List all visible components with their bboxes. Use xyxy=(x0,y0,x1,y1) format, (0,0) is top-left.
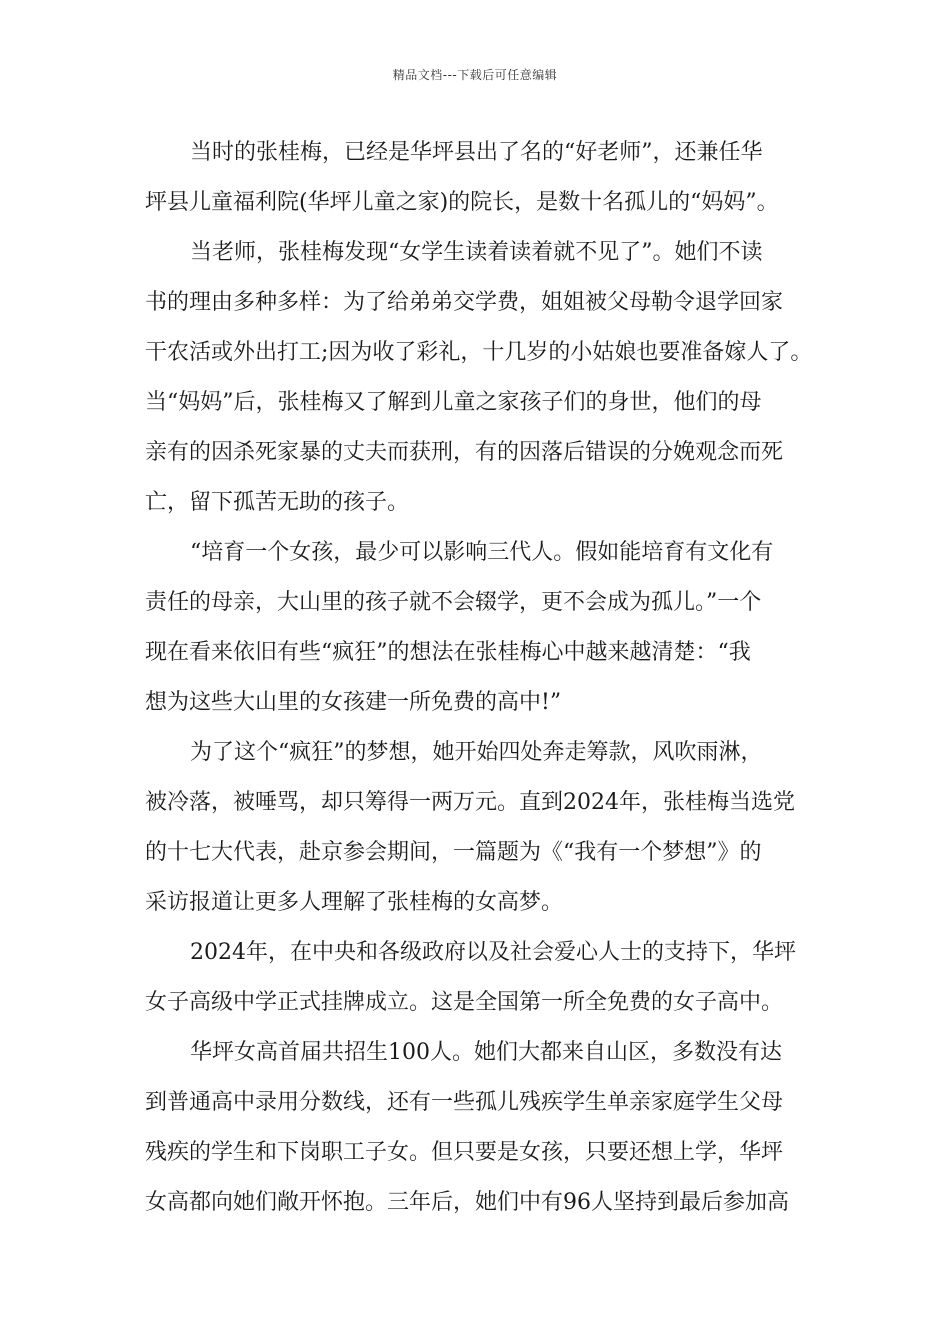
text-line: 亲有的因杀死家暴的丈夫而获刑，有的因落后错误的分娩观念而死 xyxy=(145,440,784,465)
text-line: 责任的母亲，大山里的孩子就不会辍学，更不会成为孤儿。”一个 xyxy=(145,590,762,615)
page-header: 精品文档---下载后可任意编辑 xyxy=(392,68,558,82)
text-line: 女高都向她们敞开怀抱。三年后，她们中有96人坚持到最后参加高 xyxy=(145,1190,789,1215)
document-body xyxy=(145,128,813,1228)
text-line: “培育一个女孩，最少可以影响三代人。假如能培育有文化有 xyxy=(190,540,774,565)
text-line: 当老师，张桂梅发现“女学生读着读着就不见了”。她们不读 xyxy=(190,240,763,265)
text-line: 被冷落，被唾骂，却只筹得一两万元。直到2024年，张桂梅当选党 xyxy=(145,790,795,815)
text-line: 残疾的学生和下岗职工子女。但只要是女孩，只要还想上学，华坪 xyxy=(145,1140,784,1165)
text-line: 想为这些大山里的女孩建一所免费的高中!” xyxy=(145,690,562,715)
text-line: 当时的张桂梅，已经是华坪县出了名的“好老师”，还兼任华 xyxy=(190,140,763,165)
text-line: 现在看来依旧有些“疯狂”的想法在张桂梅心中越来越清楚：“我 xyxy=(145,640,751,665)
text-line: 当“妈妈”后，张桂梅又了解到儿童之家孩子们的身世，他们的母 xyxy=(145,390,762,415)
text-line: 为了这个“疯狂”的梦想，她开始四处奔走筹款，风吹雨淋， xyxy=(190,740,763,765)
text-line: 2024年，在中央和各级政府以及社会爱心人士的支持下，华坪 xyxy=(190,940,796,965)
text-line: 亡，留下孤苦无助的孩子。 xyxy=(145,490,410,515)
text-line: 到普通高中录用分数线，还有一些孤儿残疾学生单亲家庭学生父母 xyxy=(145,1090,784,1115)
text-line: 的十七大代表，赴京参会期间，一篇题为《“我有一个梦想”》的 xyxy=(145,840,762,865)
text-line: 女子高级中学正式挂牌成立。这是全国第一所全免费的女子高中。 xyxy=(145,990,784,1015)
text-line: 坪县儿童福利院(华坪儿童之家)的院长，是数十名孤儿的“妈妈”。 xyxy=(145,190,779,215)
text-line: 干农活或外出打工;因为收了彩礼，十几岁的小姑娘也要准备嫁人了。 xyxy=(145,340,813,365)
text-line: 华坪女高首届共招生100人。她们大都来自山区，多数没有达 xyxy=(190,1040,782,1065)
text-line: 采访报道让更多人理解了张桂梅的女高梦。 xyxy=(145,890,564,915)
text-line: 书的理由多种多样：为了给弟弟交学费，姐姐被父母勒令退学回家 xyxy=(145,290,784,315)
